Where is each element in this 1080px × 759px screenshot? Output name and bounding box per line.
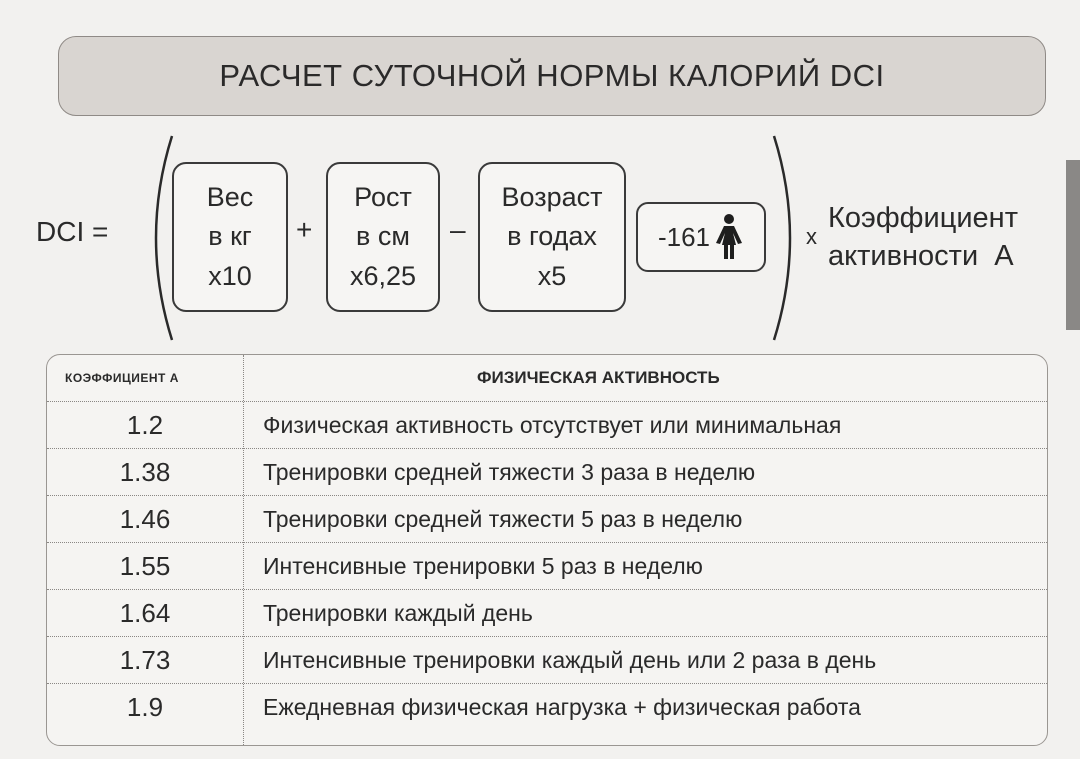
plus-sign: +	[296, 214, 313, 245]
table-row	[47, 448, 1047, 495]
row-coefficient: 1.73	[119, 644, 171, 675]
table-row	[47, 636, 1047, 683]
female-person-icon	[714, 213, 744, 261]
page-title: РАСЧЕТ СУТОЧНОЙ НОРМЫ КАЛОРИЙ DCI	[219, 58, 885, 93]
age-label: Возраст	[501, 182, 603, 213]
activity-label: активности А	[828, 240, 1014, 272]
height-label: Рост	[354, 182, 412, 213]
row-coefficient: 1.9	[126, 691, 164, 722]
age-multiplier: x5	[537, 260, 567, 291]
header-coefficient: КОЭФФИЦИЕНТ А	[65, 371, 179, 385]
row-activity: Тренировки средней тяжести 5 раз в неделю	[263, 505, 743, 532]
table-row	[47, 542, 1047, 589]
weight-label: Вес	[206, 182, 254, 213]
title-banner	[58, 36, 1046, 116]
coefficient-label: Коэффициент	[828, 202, 1018, 234]
weight-unit: в кг	[208, 221, 252, 252]
activity-table	[46, 354, 1048, 746]
dci-formula	[0, 120, 1080, 340]
constant-box	[636, 202, 766, 272]
age-unit: в годах	[507, 221, 597, 252]
height-box	[326, 162, 440, 312]
right-paren-icon	[768, 132, 808, 344]
row-coefficient: 1.64	[119, 597, 171, 628]
table-row	[47, 683, 1047, 730]
row-activity: Интенсивные тренировки 5 раз в неделю	[263, 552, 703, 579]
header-activity: ФИЗИЧЕСКАЯ АКТИВНОСТЬ	[477, 368, 720, 387]
row-coefficient: 1.55	[119, 550, 171, 581]
row-activity: Тренировки средней тяжести 3 раза в неделю	[263, 458, 756, 485]
times-sign: x	[806, 224, 817, 249]
formula-lhs: DCI =	[36, 216, 109, 247]
height-multiplier: x6,25	[349, 260, 417, 291]
row-coefficient: 1.46	[119, 503, 171, 534]
age-box	[478, 162, 626, 312]
row-activity: Интенсивные тренировки каждый день или 2 раза в день	[263, 646, 877, 673]
row-activity: Ежедневная физическая нагрузка + физическая работа	[263, 693, 861, 720]
row-coefficient: 1.2	[126, 409, 164, 440]
table-row	[47, 401, 1047, 448]
table-row	[47, 495, 1047, 542]
constant-value: -161	[657, 221, 711, 252]
weight-multiplier: x10	[208, 260, 252, 291]
row-activity: Физическая активность отсутствует или минимальная	[263, 411, 842, 438]
height-unit: в см	[356, 221, 410, 252]
weight-box	[172, 162, 288, 312]
row-activity: Тренировки каждый день	[263, 599, 533, 626]
minus-sign: –	[450, 214, 466, 245]
table-header	[47, 355, 1047, 401]
row-coefficient: 1.38	[119, 456, 171, 487]
table-row	[47, 589, 1047, 636]
